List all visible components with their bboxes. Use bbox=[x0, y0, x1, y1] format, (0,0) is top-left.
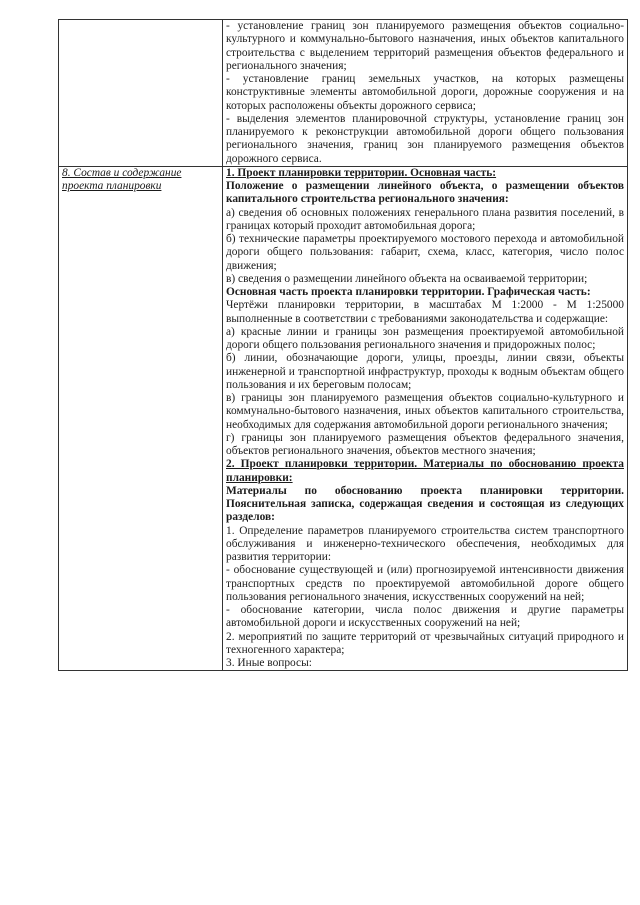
section-subtitle: Положение о размещении линейного объекта, о размещении объектов капитального строительства регионального значения: bbox=[226, 180, 624, 206]
list-item: а) сведения об основных положениях генерального плана развития поселений, в границах который проходит автомобильная дорога; bbox=[226, 206, 624, 232]
list-item: 3. Иные вопросы: bbox=[226, 657, 312, 669]
list-item: б) линии, обозначающие дороги, улицы, проезды, линии связи, объекты инженерной и транспортной инфраструктур, проходы к водным объектам общего пользования и их береговым полосам; bbox=[226, 352, 624, 391]
section-title: 2. Проект планировки территории. Материалы по обоснованию проекта планировки: bbox=[226, 458, 624, 484]
list-item: - обоснование существующей и (или) прогнозируемой интенсивности движения транспортных средств по проектируемой автомобильной дороге общего пользования регионального значения, искусственных сооружений на ней; bbox=[226, 564, 624, 603]
row-content-cell bbox=[223, 20, 628, 167]
row-label-cell bbox=[59, 166, 223, 671]
table-row bbox=[59, 166, 628, 671]
table-row bbox=[59, 20, 628, 167]
list-item: в) сведения о размещении линейного объекта на осваиваемой территории; bbox=[226, 272, 588, 285]
document-table bbox=[58, 19, 628, 671]
row-label-cell bbox=[59, 20, 223, 167]
paragraph: - установление границ зон планируемого размещения объектов социально-культурного и коммунально-бытового назначения, иных объектов капитального строительства с выделением территорий размещения объектов федерального и регионального значения; bbox=[226, 20, 624, 72]
section-title: 1. Проект планировки территории. Основная часть: bbox=[226, 166, 497, 179]
row-label: 8. Состав и содержание проекта планировки bbox=[62, 166, 182, 192]
list-item: б) технические параметры проектируемого мостового перехода и автомобильной дороги общего пользования: габарит, схема, класс, категория, число полос движения; bbox=[226, 233, 624, 272]
list-item: а) красные линии и границы зон размещения проектируемой автомобильной дороги общего пользования регионального значения и придорожных полос; bbox=[226, 325, 624, 351]
row-content-cell bbox=[223, 166, 628, 671]
section-subtitle: Основная часть проекта планировки территории. Графическая часть: bbox=[226, 286, 591, 298]
paragraph: - установление границ земельных участков, на которых размещены конструктивные элементы автомобильной дороги, дорожные сооружения и на которых расположены объекты дорожного сервиса; bbox=[226, 73, 624, 112]
list-item: г) границы зон планируемого размещения объектов федерального значения, объектов регионального значения, объектов местного значения; bbox=[226, 431, 624, 457]
list-item: 1. Определение параметров планируемого строительства систем транспортного обслуживания и инженерно-технического обеспечения, необходимых для развития территории: bbox=[226, 524, 624, 563]
section-subtitle: Материалы по обоснованию проекта планировки территории. Пояснительная записка, содержащая сведения и состоящая из следующих разделов: bbox=[226, 484, 624, 524]
list-item: 2. мероприятий по защите территорий от чрезвычайных ситуаций природного и техногенного характера; bbox=[226, 630, 624, 656]
paragraph: Чертёжи планировки территории, в масштабах М 1:2000 - М 1:25000 выполненные в соответствии с требованиями законодательства и содержащие: bbox=[226, 299, 624, 325]
list-item: - обоснование категории, числа полос движения и другие параметры автомобильной дороги и искусственных сооружений на ней; bbox=[226, 604, 624, 630]
paragraph: - выделения элементов планировочной структуры, установление границ зон планируемого к реконструкции автомобильной дороги общего пользования регионального значения, границ зон планируемого размещения объектов дорожного сервиса. bbox=[226, 112, 624, 165]
list-item: в) границы зон планируемого размещения объектов социально-культурного и коммунально-бытового назначения, иных объектов капитального строительства, необходимых для содержания автомобильной дороги регионального значения; bbox=[226, 392, 624, 431]
